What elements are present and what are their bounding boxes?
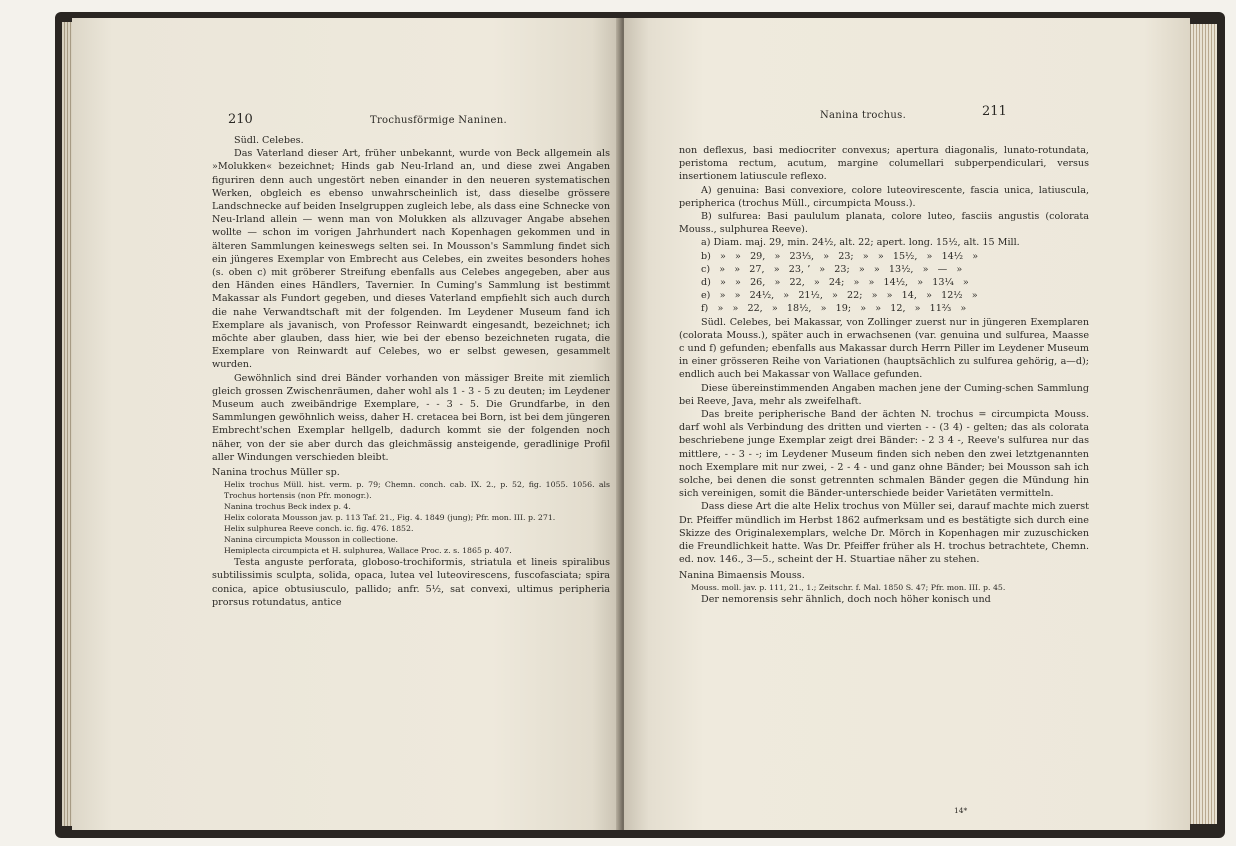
measurement-row: d) » » 26, » 22, » 24; » » 14½, » 13¼ » bbox=[701, 277, 969, 289]
left-running-title: Trochusförmige Naninen. bbox=[370, 115, 507, 126]
measurement-row: c) » » 27, » 23, ʼ » 23; » » 13½, » — » bbox=[701, 263, 963, 275]
right-page-edges bbox=[1190, 24, 1217, 824]
species-title: Nanina trochus Müller sp. bbox=[212, 467, 340, 479]
printer-signature: 14* bbox=[954, 806, 968, 815]
variety-a: A) genuina: Basi convexiore, colore luteovirescente, fascia unica, latiuscula, peripherica (trochus Müll., circumpicta Mouss.). bbox=[679, 184, 1089, 209]
right-page bbox=[624, 18, 1190, 830]
paragraph: Das Vaterland dieser Art, früher unbekannt, wurde von Beck allgemein als »Molukken« bezeichnet; Hinds gab Neu-Irland an, und diese zwei Angaben figuriren denn auch ungestört neben einander in den neueren systematischen Werken, obgleich es ebenso unwahrscheinlich ist, dass dieselbe grössere Landschnecke auf beiden Inselgruppen zugleich lebe, als dass eine Schnecke von Neu-Irland allein — wenn man von Molukken als allzuvager Angabe absehen wollte — schon im vorigen Jahrhundert nach Kopenhagen gekommen und in älteren Sammlungen keineswegs selten sei. In Mousson's Sammlung findet sich ein jüngeres Exemplar von Embrecht aus Celebes, ein zweites besonders hohes (s. oben c) mit gröberer Streifung ebenfalls aus Celebes angegeben, aber aus den Händen eines Händlers, Tavernier. In Cuming's Sammlung ist bestimmt Makassar als Fundort gegeben, und dieses Vaterland empfiehlt sich auch durch die nahe Verwandtschaft mit der folgenden. Im Leydener Museum fand ich Exemplare als javanisch, von Professor Reinwardt eingesandt, bezeichnet; ich möchte aber glauben, dass hier, wie bei der ebenso bezeichneten rugata, die Exemplare von Reinwardt auf Celebes, wo er selbst gewesen, gesammelt wurden. bbox=[212, 148, 610, 371]
measurement-row: f) » » 22, » 18½, » 19; » » 12, » 11⅔ » bbox=[701, 303, 967, 315]
reference: Nanina trochus Beck index p. 4. bbox=[224, 502, 351, 512]
paragraph: Gewöhnlich sind drei Bänder vorhanden von mässiger Breite mit ziemlich gleich grossen Zwischenräumen, daher wohl als 1 - 3 - 5 zu deuten; im Leydener Museum auch zweibändrige Exemplare, - - 3 - 5. Die Grundfarbe, in den Sammlungen gewöhnlich weiss, daher H. cretacea bei Born, ist bei dem jüngeren Embrecht'schen Exemplar hellgelb, dadurch kommt sie der folgenden noch näher, von der sie aber durch das gleichmässig ansteigende, geradlinige Profil aller Windungen verschieden bleibt. bbox=[212, 372, 610, 463]
reference: Nanina circumpicta Mousson in collectione. bbox=[224, 535, 398, 545]
paragraph: Der nemorensis sehr ähnlich, doch noch höher konisch und bbox=[701, 593, 991, 605]
reference: Helix trochus Müll. hist. verm. p. 79; Chemn. conch. cab. IX. 2., p. 52, fig. 1055. 1056. als Trochus hortensis (non Pfr. monogr.). bbox=[224, 480, 610, 501]
paragraph: Dass diese Art die alte Helix trochus von Müller sei, darauf machte mich zuerst Dr. Pfeiffer mündlich im Herbst 1862 aufmerksam und es bestätigte sich durch eine Skizze des Originalexemplars, welche Dr. Mörch in Kopenhagen mir zuzuschicken die Freundlichkeit hatte. Was Dr. Pfeiffer früher als H. trochus betrachtete, Chemn. ed. nov. 146., 3—5., scheint der H. Stuartiae näher zu stehen. bbox=[679, 501, 1089, 566]
measurement-row: b) » » 29, » 23⅓, » 23; » » 15½, » 14½ » bbox=[701, 250, 979, 262]
measurement-row: e) » » 24½, » 21½, » 22; » » 14, » 12½ » bbox=[701, 290, 978, 302]
species-title: Nanina Bimaensis Mouss. bbox=[679, 569, 805, 581]
reference: Mouss. moll. jav. p. 111, 21., 1.; Zeitschr. f. Mal. 1850 S. 47; Pfr. mon. III. p. 45. bbox=[691, 582, 1006, 592]
right-text-column bbox=[679, 144, 1089, 606]
paragraph: Südl. Celebes, bei Makassar, von Zollinger zuerst nur in jüngeren Exemplaren (colorata Mouss.), später auch in erwachsenen (var. genuina und sulfurea, Maasse c und f) gefunden; ebenfalls aus Makassar durch Herrn Piller im Leydener Museum in einer grösseren Reihe von Variationen (hauptsächlich zu sulfurea gehörig, a—d); endlich auch bei Makassar von Wallace gefunden. bbox=[679, 316, 1089, 381]
measurement-row: a) Diam. maj. 29, min. 24½, alt. 22; apert. long. 15½, alt. 15 Mill. bbox=[701, 237, 1020, 249]
paragraph: Südl. Celebes. bbox=[234, 135, 304, 146]
right-page-number: 211 bbox=[982, 104, 1007, 119]
left-text-column bbox=[212, 134, 610, 609]
reference: Helix sulphurea Reeve conch. ic. fig. 476. 1852. bbox=[224, 524, 414, 534]
paragraph: non deflexus, basi mediocriter convexus; apertura diagonalis, lunato-rotundata, peristoma rectum, acutum, margine columellari subperpendiculari, versus insertionem latiuscule reflexo. bbox=[679, 145, 1089, 183]
paragraph: Diese übereinstimmenden Angaben machen jene der Cuming-schen Sammlung bei Reeve, Java, mehr als zweifelhaft. bbox=[679, 382, 1089, 407]
paragraph: Das breite peripherische Band der ächten N. trochus = circumpicta Mouss. darf wohl als Verbindung des dritten und vierten - - (3 4) - gelten; das als colorata beschriebene junge Exemplar zeigt drei Bänder: - 2 3 4 -, Reeve's sulfurea nur das mittlere, - - 3 - -; im Leydener Museum finden sich neben den zwei letztgenannten noch Exemplare mit nur zwei, - 2 - 4 - und ganz ohne Bänder; bei Mousson sah ich solche, bei denen die sonst getrennten schmalen Bänder gegen die Mündung hin sich vereinigen, somit die Bänder-unterschiede beider Varietäten vermitteln. bbox=[679, 409, 1089, 500]
diagnosis: Testa anguste perforata, globoso-trochiformis, striatula et lineis spiralibus subtilissimis sculpta, solida, opaca, lutea vel luteovirescens, fuscofasciata; spira conica, apice obtusiusculo, pallido; anfr. 5½, sat convexi, ultimus peripheria prorsus rotundatus, antice bbox=[212, 557, 610, 608]
left-page bbox=[72, 18, 620, 830]
variety-b: B) sulfurea: Basi paululum planata, colore luteo, fasciis angustis (colorata Mouss., sulphurea Reeve). bbox=[679, 211, 1089, 236]
reference: Helix colorata Mousson jav. p. 113 Taf. 21., Fig. 4. 1849 (jung); Pfr. mon. III. p. 271. bbox=[224, 513, 556, 523]
right-running-title: Nanina trochus. bbox=[820, 110, 907, 121]
reference: Hemiplecta circumpicta et H. sulphurea, Wallace Proc. z. s. 1865 p. 407. bbox=[224, 546, 512, 556]
left-page-number: 210 bbox=[228, 112, 253, 127]
